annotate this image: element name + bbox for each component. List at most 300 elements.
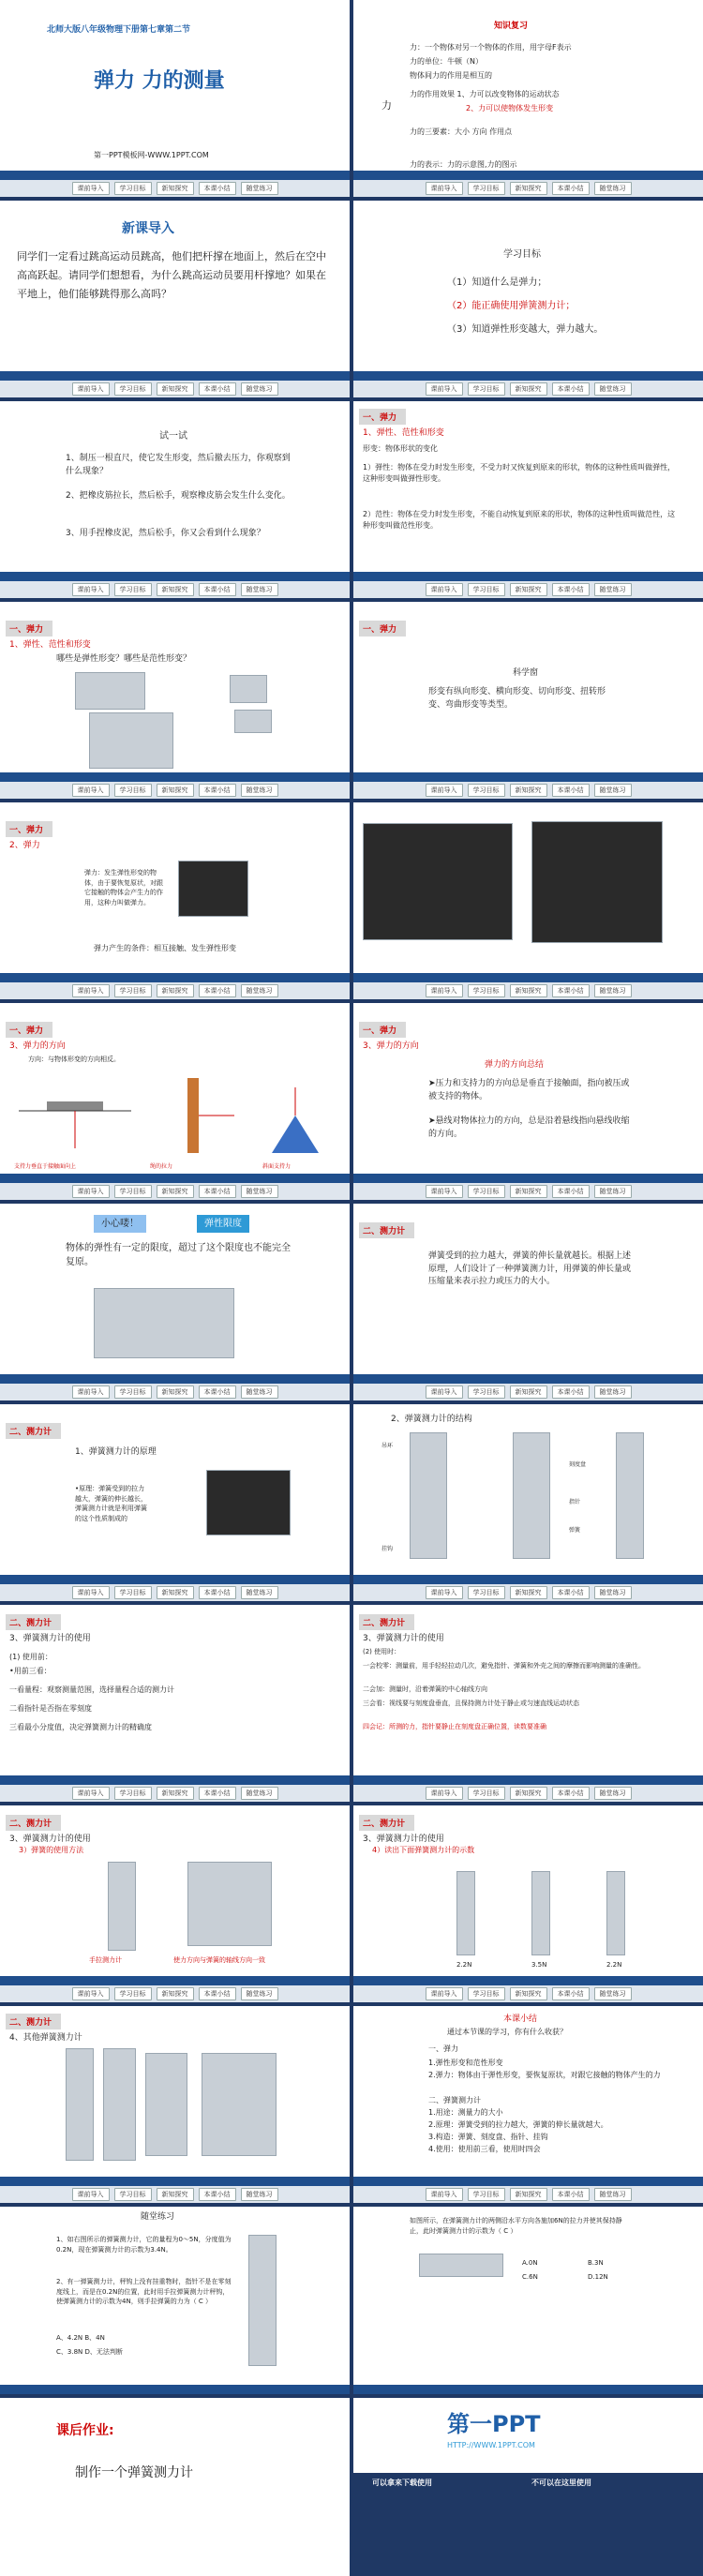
line: 四会记：所测的力，指针要静止在刻度盘正确位置，读数要准确	[363, 1723, 546, 1730]
nav-item[interactable]: 本课小结	[552, 984, 590, 997]
nav-item[interactable]: 随堂练习	[594, 1987, 632, 2000]
scale-photo	[606, 1871, 625, 1955]
nav-item[interactable]: 新知探究	[157, 784, 194, 797]
nav-item[interactable]: 课前导入	[426, 784, 463, 797]
nav-item[interactable]: 学习目标	[114, 1987, 152, 2000]
nav-bar	[353, 982, 703, 999]
section-badge: 一、弹力	[359, 409, 406, 425]
footer: 第一PPT模板网-WWW.1PPT.COM	[94, 151, 209, 159]
slide-5	[0, 401, 350, 598]
device-photo	[202, 2053, 277, 2156]
slide-24	[353, 2207, 703, 2394]
slide-title: 弹力 力的测量	[94, 68, 225, 93]
nav-item[interactable]: 随堂练习	[594, 1586, 632, 1599]
stripe	[0, 371, 350, 381]
nav-bar	[0, 581, 350, 598]
sub-heading-2: 3）弹簧的使用方法	[19, 1846, 84, 1854]
summary-title: 弹力的方向总结	[485, 1060, 545, 1070]
nav-item[interactable]: 学习目标	[114, 784, 152, 797]
nav-item[interactable]: 学习目标	[468, 2188, 505, 2201]
nav-item[interactable]: 新知探究	[157, 382, 194, 396]
slide-9	[0, 802, 350, 999]
line: 三会看：视线要与刻度盘垂直，且保持测力计处于静止或匀速直线运动状态	[363, 1700, 579, 1707]
nav-bar	[0, 1384, 350, 1400]
line: 2.原理：弹簧受到的拉力越大，弹簧的伸长量就越大。	[428, 2120, 608, 2129]
stripe	[353, 371, 703, 381]
nav-bar	[353, 1985, 703, 2002]
stripe	[353, 1976, 703, 1985]
stripe	[353, 572, 703, 581]
nav-item[interactable]: 新知探究	[157, 583, 194, 596]
nav-item[interactable]: 随堂练习	[594, 784, 632, 797]
nav-item[interactable]: 课前导入	[72, 2188, 110, 2201]
nav-item[interactable]: 本课小结	[199, 784, 236, 797]
nav-item[interactable]: 学习目标	[114, 182, 152, 195]
nav-bar	[0, 1785, 350, 1802]
slide-22	[353, 2006, 703, 2203]
line: 1）弹性：物体在受力时发生形变，不受力时又恢复到原来的形状，物体的这种性质叫做弹性，这种形变叫做弹性形变。	[363, 463, 676, 483]
section-badge: 二、测力计	[359, 1815, 414, 1831]
nav-item[interactable]: 随堂练习	[241, 382, 278, 396]
stripe	[353, 1775, 703, 1785]
nav-item[interactable]: 随堂练习	[594, 182, 632, 195]
slide-12	[353, 1003, 703, 1200]
nav-item[interactable]: 本课小结	[552, 182, 590, 195]
stripe	[0, 171, 350, 180]
nav-item[interactable]: 课前导入	[426, 2188, 463, 2201]
slide-13	[0, 1204, 350, 1400]
nav-item[interactable]: 随堂练习	[594, 1185, 632, 1198]
caption: 绳的拉力	[150, 1163, 173, 1170]
line: ➤压力和支持力的方向总是垂直于接触面，指向被压或被支持的物体。	[428, 1079, 630, 1101]
question: 哪些是弹性形变？哪些是范性形变？	[56, 654, 192, 664]
section-badge: 一、弹力	[6, 1022, 52, 1038]
panel-heading: 不可以在这里使用	[531, 2479, 591, 2487]
line: 1.弹性形变和范性形变	[428, 2059, 503, 2067]
try-item: 1、制压一根直尺，使它发生形变，然后撤去压力，你观察到什么现象？	[66, 454, 291, 476]
slide-11	[0, 1003, 350, 1200]
nav-item[interactable]: 学习目标	[468, 583, 505, 596]
section-badge: 一、弹力	[6, 621, 52, 637]
nav-bar	[353, 1785, 703, 1802]
nav-item[interactable]: 课前导入	[72, 182, 110, 195]
nav-item[interactable]: 学习目标	[468, 1385, 505, 1399]
nav-item[interactable]: 课前导入	[426, 182, 463, 195]
nav-item[interactable]: 课前导入	[426, 382, 463, 396]
slide-1	[0, 0, 350, 197]
line: 一看量程：观察测量范围，选择量程合适的测力计	[9, 1685, 174, 1694]
photo	[234, 710, 272, 733]
slide-10	[353, 802, 703, 999]
line: 二、弹簧测力计	[428, 2096, 481, 2104]
sub-heading: 3、弹簧测力计的使用	[9, 1835, 91, 1844]
nav-item[interactable]: 随堂练习	[594, 1787, 632, 1800]
slide-3	[0, 201, 350, 397]
nav-item[interactable]: 课前导入	[426, 1987, 463, 2000]
nav-item[interactable]: 本课小结	[199, 984, 236, 997]
stripe	[0, 973, 350, 982]
nav-item[interactable]: 新知探究	[510, 1987, 547, 2000]
line: •用前三看：	[9, 1667, 52, 1675]
nav-bar	[353, 1384, 703, 1400]
slide-8	[353, 602, 703, 799]
stripe	[0, 1174, 350, 1183]
nav-item[interactable]: 本课小结	[552, 784, 590, 797]
sub-heading: 1、弹簧测力计的原理	[75, 1447, 157, 1457]
slide-title: 新课导入	[122, 221, 174, 236]
option: B.3N	[588, 2259, 604, 2267]
nav-item[interactable]: 学习目标	[114, 382, 152, 396]
line: (1) 使用前：	[9, 1653, 52, 1661]
line: 一会校零：测量前，用手轻轻拉动几次，避免指针、弹簧和外壳之间的摩擦而影响测量的准确性。	[363, 1662, 645, 1670]
nav-item[interactable]: 本课小结	[199, 1787, 236, 1800]
line: 1.用途：测量力的大小	[428, 2108, 503, 2117]
nav-item[interactable]: 新知探究	[157, 1185, 194, 1198]
nav-item[interactable]: 随堂练习	[241, 583, 278, 596]
nav-item[interactable]: 课前导入	[426, 984, 463, 997]
stripe	[0, 2385, 350, 2394]
definition: 弹力：发生弹性形变的物体，由于要恢复原状，对跟它接触的物体会产生力的作用，这种力叫做弹力。	[84, 869, 163, 906]
nav-item[interactable]: 本课小结	[199, 2188, 236, 2201]
stripe	[353, 1575, 703, 1584]
nav-item[interactable]: 随堂练习	[241, 784, 278, 797]
line: 力的作用效果 1、力可以改变物体的运动状态	[410, 90, 560, 98]
section-badge: 二、测力计	[6, 1614, 61, 1630]
nav-item[interactable]: 本课小结	[552, 583, 590, 596]
nav-item[interactable]: 本课小结	[552, 1787, 590, 1800]
nav-item[interactable]: 课前导入	[72, 1787, 110, 1800]
nav-item[interactable]: 随堂练习	[594, 382, 632, 396]
line: ➤悬线对物体拉力的方向，总是沿着悬线指向悬线收缩的方向。	[428, 1116, 630, 1139]
nav-item[interactable]: 随堂练习	[241, 1586, 278, 1599]
nav-item[interactable]: 随堂练习	[241, 984, 278, 997]
caption: 使力方向与弹簧的轴线方向一致	[173, 1956, 265, 1964]
video-frame	[206, 1470, 291, 1535]
line: 力：一个物体对另一个物体的作用，用字母F表示	[410, 43, 572, 52]
section-badge: 二、测力计	[6, 1423, 61, 1439]
slide-23	[0, 2207, 350, 2394]
body-text: 弹簧受到的拉力越大，弹簧的伸长量就越长。根据上述原理，人们设计了一种弹簧测力计，用弹簧的伸长量或压缩量来表示拉力或压力的大小。	[428, 1251, 632, 1286]
nav-bar	[0, 782, 350, 799]
nav-bar	[353, 180, 703, 197]
nav-item[interactable]: 新知探究	[510, 583, 547, 596]
nav-item[interactable]: 学习目标	[468, 182, 505, 195]
nav-item[interactable]: 随堂练习	[594, 583, 632, 596]
nav-item[interactable]: 课前导入	[72, 382, 110, 396]
nav-item[interactable]: 新知探究	[157, 1787, 194, 1800]
nav-bar	[0, 2186, 350, 2203]
stripe	[353, 973, 703, 982]
caption: 支持力垂直于接触面向上	[14, 1163, 77, 1170]
label: 弹簧	[569, 1527, 581, 1534]
scale-diagram	[513, 1432, 550, 1559]
nav-item[interactable]: 随堂练习	[241, 1385, 278, 1399]
scale-diagram	[410, 1432, 447, 1559]
nav-bar	[0, 381, 350, 397]
line: 物体间力的作用是相互的	[410, 71, 492, 80]
slide-15	[0, 1404, 350, 1601]
nav-item[interactable]: 新知探究	[510, 382, 547, 396]
nav-item[interactable]: 随堂练习	[241, 2188, 278, 2201]
nav-item[interactable]: 随堂练习	[241, 1987, 278, 2000]
nav-item[interactable]: 学习目标	[114, 1185, 152, 1198]
tag: 弹性限度	[197, 1215, 249, 1233]
line: 2、力可以使物体发生形变	[466, 104, 554, 112]
slide-6	[353, 401, 703, 598]
slide-title: 科学窗	[513, 668, 539, 678]
slide-19	[0, 1805, 350, 2002]
nav-item[interactable]: 本课小结	[199, 382, 236, 396]
line: 形变：物体形状的变化	[363, 444, 438, 453]
nav-item[interactable]: 本课小结	[199, 1385, 236, 1399]
body-text: 同学们一定看过跳高运动员跳高，他们把杆撑在地面上，然后在空中高高跃起。请同学们想想看，为什么跳高运动员要用杆撑地？如果在平地上，他们能够跳得那么高吗？	[17, 250, 326, 300]
nav-item[interactable]: 本课小结	[199, 1586, 236, 1599]
principle: •原理：弹簧受到的拉力越大，弹簧的伸长越长，弹簧测力计就是利用弹簧的这个性质制成的	[75, 1485, 147, 1522]
nav-item[interactable]: 课前导入	[72, 1185, 110, 1198]
line: 三看最小分度值，决定弹簧测力计的精确度	[9, 1723, 152, 1731]
line: 力的表示：力的示意图,力的图示	[410, 160, 517, 169]
nav-item[interactable]: 课前导入	[426, 1787, 463, 1800]
nav-item[interactable]: 课前导入	[426, 1185, 463, 1198]
question: 如图所示，在弹簧测力计的两侧沿水平方向各施加6N的拉力并使其保持静止，此时弹簧测力计的示数为（ C ）	[410, 2217, 622, 2235]
section-badge: 一、弹力	[6, 821, 52, 837]
nav-item[interactable]: 课前导入	[426, 1385, 463, 1399]
nav-item[interactable]: 随堂练习	[594, 2188, 632, 2201]
nav-item[interactable]: 新知探究	[157, 1987, 194, 2000]
nav-item[interactable]: 课前导入	[72, 984, 110, 997]
nav-bar	[353, 2186, 703, 2203]
nav-item[interactable]: 新知探究	[510, 1185, 547, 1198]
nav-bar	[353, 1183, 703, 1200]
info-panel	[353, 2473, 703, 2576]
nav-item[interactable]: 随堂练习	[594, 1385, 632, 1399]
nav-item[interactable]: 新知探究	[157, 2188, 194, 2201]
nav-item[interactable]: 新知探究	[510, 1787, 547, 1800]
stripe	[0, 1575, 350, 1584]
slide-title: 本课小结	[503, 2014, 538, 2024]
line: 二看指针是否指在零刻度	[9, 1704, 92, 1713]
line: C、3.8N D、无法判断	[56, 2348, 123, 2356]
nav-item[interactable]: 随堂练习	[241, 1185, 278, 1198]
slide-4	[353, 201, 703, 397]
nav-item[interactable]: 本课小结	[552, 1385, 590, 1399]
nav-item[interactable]: 学习目标	[114, 1586, 152, 1599]
nav-item[interactable]: 学习目标	[468, 1586, 505, 1599]
line: 2）范性：物体在受力时发生形变，不能自动恢复到原来的形状，物体的这种性质叫做范性，这种形变叫做范性形变。	[363, 510, 676, 530]
nav-item[interactable]: 新知探究	[157, 1586, 194, 1599]
line: 3.构造：弹簧、刻度盘、指针、挂钩	[428, 2133, 548, 2141]
body-text: 物体的弹性有一定的限度，超过了这个限度也不能完全复原。	[66, 1243, 291, 1267]
nav-bar	[353, 782, 703, 799]
stripe	[353, 2177, 703, 2186]
nav-item[interactable]: 学习目标	[468, 382, 505, 396]
panel-heading: 可以拿来下载使用	[372, 2479, 432, 2487]
nav-bar	[353, 581, 703, 598]
sub-heading: 3、弹簧测力计的使用	[9, 1634, 91, 1643]
photo	[230, 675, 267, 703]
nav-bar	[0, 1183, 350, 1200]
caption: 斜面支持力	[262, 1163, 292, 1170]
nav-item[interactable]: 本课小结	[552, 1987, 590, 2000]
sub-heading: 4、其他弹簧测力计	[9, 2033, 82, 2043]
stripe	[353, 1174, 703, 1183]
photo	[89, 712, 173, 769]
stripe	[0, 772, 350, 782]
nav-item[interactable]: 本课小结	[552, 1185, 590, 1198]
line: 2.弹力：物体由于弹性形变，要恢复原状，对跟它接触的物体产生的力	[428, 2071, 661, 2079]
condition: 弹力产生的条件：相互接触、发生弹性形变	[94, 944, 236, 952]
scale-photo	[108, 1862, 136, 1951]
device-photo	[103, 2048, 136, 2161]
try-item: 3、用手捏橡皮泥，然后松手，你又会看到什么现象？	[66, 529, 265, 538]
nav-item[interactable]: 随堂练习	[241, 182, 278, 195]
nav-item[interactable]: 学习目标	[114, 984, 152, 997]
left-label: 力	[381, 99, 392, 112]
slide-14	[353, 1204, 703, 1400]
section-badge: 一、弹力	[359, 1022, 406, 1038]
volleyball-photo	[531, 821, 663, 943]
label: 指针	[569, 1499, 581, 1505]
scale-photo	[531, 1871, 550, 1955]
scale-photo	[248, 2235, 277, 2366]
sub-heading: 3、弹簧测力计的使用	[363, 1634, 444, 1643]
sub-heading: 3、弹力的方向	[363, 1041, 419, 1051]
line: 力的单位：牛顿（N）	[410, 57, 483, 66]
goal-item: （2）能正确使用弹簧测力计；	[447, 301, 576, 311]
nav-bar	[353, 1584, 703, 1601]
goal-item: （1）知道什么是弹力；	[447, 277, 547, 288]
sub-heading: 1、弹性、范性和形变	[9, 640, 91, 650]
nav-bar	[0, 982, 350, 999]
nav-item[interactable]: 学习目标	[468, 984, 505, 997]
body-text: 形变有纵向形变、横向形变、切向形变、扭转形变、弯曲形变等类型。	[428, 687, 606, 710]
nav-item[interactable]: 新知探究	[510, 2188, 547, 2201]
caption: 手拉测力计	[89, 1956, 122, 1964]
nav-item[interactable]: 新知探究	[510, 984, 547, 997]
nav-item[interactable]: 新知探究	[157, 182, 194, 195]
homework: 制作一个弹簧测力计	[75, 2465, 193, 2480]
nav-item[interactable]: 新知探究	[510, 182, 547, 195]
nav-item[interactable]: 本课小结	[199, 1185, 236, 1198]
option: C.6N	[522, 2273, 538, 2281]
nav-item[interactable]: 本课小结	[199, 1987, 236, 2000]
stripe	[353, 1374, 703, 1384]
nav-bar	[0, 1985, 350, 2002]
nav-item[interactable]: 新知探究	[510, 1385, 547, 1399]
nav-item[interactable]: 学习目标	[114, 2188, 152, 2201]
stripe	[0, 1976, 350, 1985]
line: 4.使用：使用前三看，使用时四会	[428, 2145, 541, 2153]
nav-item[interactable]: 新知探究	[157, 1385, 194, 1399]
slide-26	[353, 2398, 703, 2576]
nav-item[interactable]: 本课小结	[552, 2188, 590, 2201]
line: A、4.2N B、4N	[56, 2334, 105, 2342]
try-item: 2、把橡皮筋拉长，然后松手，观察橡皮筋会发生什么变化。	[66, 491, 291, 501]
slide-2	[353, 0, 703, 197]
nav-item[interactable]: 本课小结	[199, 583, 236, 596]
stripe	[0, 1775, 350, 1785]
nav-bar	[0, 180, 350, 197]
photo	[75, 672, 145, 710]
nav-item[interactable]: 学习目标	[468, 1987, 505, 2000]
option: A.0N	[522, 2259, 538, 2267]
label: 刻度盘	[569, 1461, 587, 1468]
label: 吊环	[381, 1443, 394, 1449]
note: 方向：与物体形变的方向相反。	[28, 1056, 120, 1063]
diagram	[419, 2254, 503, 2277]
sub-heading: 2、弹力	[9, 841, 40, 850]
nav-item[interactable]: 课前导入	[426, 583, 463, 596]
slide-20	[353, 1805, 703, 2002]
nav-item[interactable]: 学习目标	[114, 1787, 152, 1800]
section-badge: 一、弹力	[359, 621, 406, 637]
stripe	[0, 572, 350, 581]
sub-heading-2: 4）读出下面弹簧测力计的示数	[372, 1846, 475, 1854]
line: 二会加：测量时，沿着弹簧的中心轴线方向	[363, 1685, 487, 1693]
nav-item[interactable]: 新知探究	[510, 1586, 547, 1599]
slide-title: 随堂练习	[141, 2212, 175, 2222]
stripe	[353, 171, 703, 180]
nav-item[interactable]: 课前导入	[72, 583, 110, 596]
nav-item[interactable]: 课前导入	[72, 1586, 110, 1599]
nav-item[interactable]: 学习目标	[114, 583, 152, 596]
line: 力的三要素：大小 方向 作用点	[410, 127, 513, 136]
nav-item[interactable]: 课前导入	[72, 784, 110, 797]
question: 通过本节课的学习，你有什么收获？	[447, 2028, 567, 2036]
nav-item[interactable]: 课前导入	[426, 1586, 463, 1599]
slide-18	[353, 1605, 703, 1802]
nav-item[interactable]: 课前导入	[72, 1385, 110, 1399]
slide-title: 课后作业:	[56, 2423, 114, 2438]
reading: 2.2N	[456, 1961, 472, 1969]
trampoline-photo	[363, 823, 513, 940]
sub-heading: 3、弹力的方向	[9, 1041, 66, 1051]
section-badge: 二、测力计	[359, 1222, 414, 1238]
nav-item[interactable]: 本课小结	[552, 382, 590, 396]
sub-heading: 1、弹性、范性和形变	[363, 428, 444, 438]
nav-item[interactable]: 新知探究	[510, 784, 547, 797]
heading: 知识复习	[494, 22, 529, 31]
nav-item[interactable]: 新知探究	[157, 984, 194, 997]
stripe	[353, 772, 703, 782]
nav-item[interactable]: 本课小结	[552, 1586, 590, 1599]
scale-photo	[187, 1862, 272, 1946]
tag: 小心喽！	[94, 1215, 146, 1233]
device-photo	[66, 2048, 94, 2161]
section-badge: 二、测力计	[6, 1815, 61, 1831]
nav-item[interactable]: 学习目标	[468, 1185, 505, 1198]
nav-item[interactable]: 随堂练习	[241, 1787, 278, 1800]
nav-item[interactable]: 学习目标	[468, 1787, 505, 1800]
device-photo	[145, 2053, 187, 2156]
goal-item: （3）知道弹性形变越大，弹力越大。	[447, 324, 604, 335]
slide-title: 学习目标	[503, 249, 541, 260]
logo: 第一PPT	[447, 2411, 541, 2437]
slide-17	[0, 1605, 350, 1802]
line: (2) 使用时：	[363, 1648, 401, 1655]
slide-21	[0, 2006, 350, 2203]
slide-25	[0, 2398, 350, 2576]
sub-heading: 3、弹簧测力计的使用	[363, 1835, 444, 1844]
nav-item[interactable]: 本课小结	[199, 182, 236, 195]
option: D.12N	[588, 2273, 608, 2281]
nav-item[interactable]: 随堂练习	[594, 984, 632, 997]
nav-item[interactable]: 学习目标	[468, 784, 505, 797]
subtitle: 北师大版八年级物理下册第七章第二节	[47, 25, 191, 35]
nav-item[interactable]: 课前导入	[72, 1987, 110, 2000]
nav-bar	[0, 1584, 350, 1601]
nav-item[interactable]: 学习目标	[114, 1385, 152, 1399]
